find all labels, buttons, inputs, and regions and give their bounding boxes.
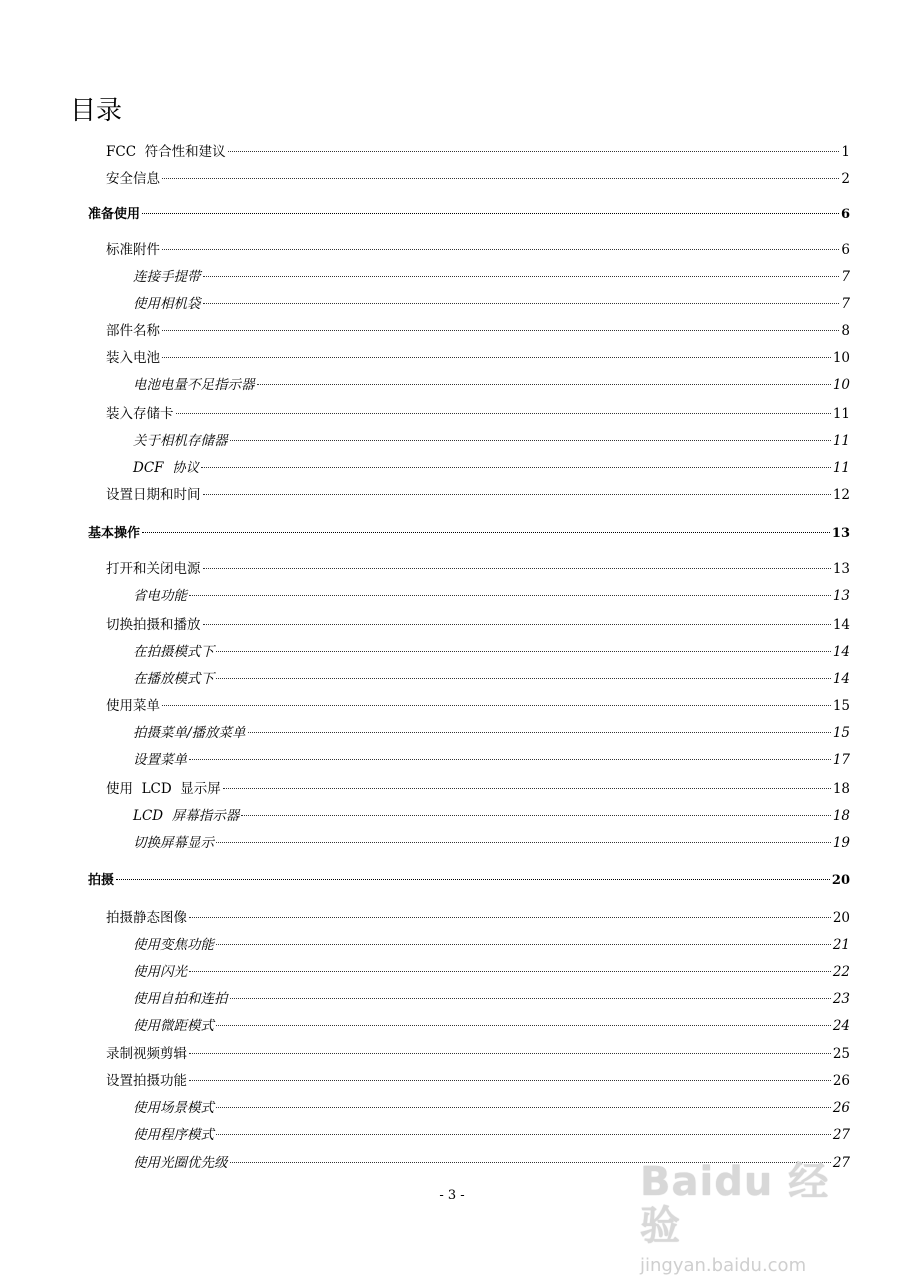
toc-entry-label: 设置菜单	[133, 752, 187, 768]
toc-entry[interactable]	[133, 988, 850, 1010]
toc-entry-page: 20	[832, 910, 850, 926]
toc-entry-label: 关于相机存储器	[133, 433, 228, 449]
toc-entry-page: 13	[831, 526, 850, 541]
toc-entry-page: 11	[832, 406, 850, 422]
toc-entry-label: 录制视频剪辑	[106, 1046, 187, 1062]
toc-entry-label: 设置日期和时间	[106, 487, 201, 503]
toc-dot-leader	[203, 303, 840, 304]
toc-dot-leader	[201, 467, 831, 468]
toc-entry-label: 安全信息	[106, 171, 160, 187]
toc-entry-page: 11	[832, 433, 850, 449]
toc-entry[interactable]	[133, 1124, 850, 1146]
toc-entry[interactable]	[133, 457, 850, 479]
toc-entry-label: 使用程序模式	[133, 1127, 214, 1143]
toc-dot-leader	[189, 1053, 831, 1054]
toc-dot-leader	[162, 330, 839, 331]
toc-entry-label: 打开和关闭电源	[106, 561, 201, 577]
toc-dot-leader	[189, 595, 831, 596]
toc-entry-label: 部件名称	[106, 323, 160, 339]
toc-dot-leader	[162, 357, 831, 358]
toc-entry[interactable]	[106, 558, 850, 580]
toc-dot-leader	[162, 178, 839, 179]
toc-entry-page: 14	[832, 644, 850, 660]
watermark-url: jingyan.baidu.com	[640, 1255, 807, 1276]
toc-dot-leader	[230, 998, 831, 999]
toc-entry-label: 装入存储卡	[106, 406, 174, 422]
toc-entry[interactable]	[88, 870, 850, 892]
toc-entry-page: 10	[832, 377, 850, 393]
toc-dot-leader	[241, 815, 831, 816]
toc-entry-label: 拍摄	[88, 873, 115, 888]
toc-dot-leader	[176, 413, 831, 414]
toc-entry-page: 18	[832, 808, 850, 824]
toc-entry[interactable]	[133, 293, 850, 315]
toc-dot-leader	[257, 384, 831, 385]
toc-entry-page: 27	[832, 1127, 850, 1143]
toc-entry[interactable]	[106, 484, 850, 506]
toc-entry-label: 切换拍摄和播放	[106, 617, 201, 633]
toc-dot-leader	[116, 879, 830, 880]
toc-entry-label: LCD 屏幕指示器	[133, 808, 240, 824]
toc-entry-page: 18	[832, 781, 850, 797]
toc-entry-page: 2	[841, 171, 850, 187]
toc-dot-leader	[203, 624, 831, 625]
toc-entry-page: 26	[832, 1073, 850, 1089]
toc-entry[interactable]	[106, 1043, 850, 1065]
toc-entry[interactable]	[133, 722, 850, 744]
toc-entry[interactable]	[133, 832, 850, 854]
toc-entry-page: 8	[841, 323, 850, 339]
baidu-watermark	[640, 1159, 860, 1276]
toc-entry-page: 17	[832, 752, 850, 768]
toc-entry[interactable]	[106, 778, 850, 800]
toc-entry[interactable]	[106, 239, 850, 261]
toc-dot-leader	[203, 568, 831, 569]
toc-entry[interactable]	[106, 695, 850, 717]
toc-dot-leader	[203, 276, 840, 277]
toc-entry-page: 10	[832, 350, 850, 366]
toc-dot-leader	[223, 788, 831, 789]
toc-entry[interactable]	[106, 141, 850, 163]
toc-entry[interactable]	[133, 1097, 850, 1119]
toc-entry-label: 标准附件	[106, 242, 160, 258]
toc-entry-page: 14	[832, 617, 850, 633]
toc-entry-label: 使用菜单	[106, 698, 160, 714]
toc-entry-label: 准备使用	[88, 207, 141, 222]
toc-dot-leader	[228, 151, 840, 152]
watermark-brand: Baidu 经验	[640, 1159, 830, 1249]
toc-entry-page: 23	[832, 991, 850, 1007]
toc-entry-label: 拍摄静态图像	[106, 910, 187, 926]
toc-entry[interactable]	[88, 523, 850, 545]
toc-entry-label: 在播放模式下	[133, 671, 214, 687]
toc-entry-label: 在拍摄模式下	[133, 644, 214, 660]
toc-entry-label: 使用场景模式	[133, 1100, 214, 1116]
toc-entry-page: 22	[832, 964, 850, 980]
toc-entry-page: 24	[832, 1018, 850, 1034]
toc-entry[interactable]	[133, 934, 850, 956]
toc-entry-page: 15	[832, 725, 850, 741]
toc-entry-page: 12	[832, 487, 850, 503]
toc-entry-label: 使用 LCD 显示屏	[106, 781, 221, 797]
toc-entry[interactable]	[133, 430, 850, 452]
toc-entry-label: 使用自拍和连拍	[133, 991, 228, 1007]
toc-entry-page: 14	[832, 671, 850, 687]
toc-dot-leader	[216, 651, 831, 652]
toc-entry[interactable]	[133, 374, 850, 396]
toc-dot-leader	[142, 213, 839, 214]
toc-entry[interactable]	[88, 204, 850, 226]
toc-entry[interactable]	[106, 614, 850, 636]
toc-entry[interactable]	[133, 266, 850, 288]
toc-dot-leader	[216, 842, 831, 843]
toc-entry-page: 27	[832, 1155, 850, 1171]
toc-dot-leader	[189, 759, 831, 760]
toc-entry-label: 基本操作	[88, 526, 141, 541]
toc-entry[interactable]	[133, 961, 850, 983]
toc-entry-page: 19	[832, 835, 850, 851]
toc-entry[interactable]	[133, 585, 850, 607]
toc-entry[interactable]	[106, 907, 850, 929]
toc-entry[interactable]	[133, 668, 850, 690]
toc-entry[interactable]	[133, 641, 850, 663]
toc-entry[interactable]	[133, 749, 850, 771]
toc-entry-page: 11	[832, 460, 850, 476]
page-title: 目录	[70, 96, 123, 126]
toc-entry-label: 切换屏幕显示	[133, 835, 214, 851]
toc-entry-page: 6	[840, 207, 850, 222]
toc-dot-leader	[216, 1107, 831, 1108]
toc-entry-page: 20	[831, 873, 850, 888]
toc-dot-leader	[216, 678, 831, 679]
toc-entry-label: 使用微距模式	[133, 1018, 214, 1034]
toc-entry-label: 装入电池	[106, 350, 160, 366]
toc-entry-label: 设置拍摄功能	[106, 1073, 187, 1089]
toc-entry-label: 使用相机袋	[133, 296, 201, 312]
toc-dot-leader	[248, 732, 831, 733]
toc-dot-leader	[162, 705, 831, 706]
toc-dot-leader	[142, 532, 830, 533]
toc-entry-page: 1	[841, 144, 850, 160]
toc-entry-label: 电池电量不足指示器	[133, 377, 255, 393]
toc-dot-leader	[189, 971, 831, 972]
toc-entry-label: 使用变焦功能	[133, 937, 214, 953]
toc-entry-page: 26	[832, 1100, 850, 1116]
toc-entry-page: 7	[841, 296, 850, 312]
toc-dot-leader	[216, 944, 831, 945]
toc-entry[interactable]	[106, 168, 850, 190]
toc-entry-page: 15	[832, 698, 850, 714]
toc-entry[interactable]	[106, 320, 850, 342]
toc-entry-label: 使用闪光	[133, 964, 187, 980]
toc-entry-page: 13	[832, 588, 850, 604]
toc-entry-label: DCF 协议	[133, 460, 200, 476]
toc-entry-label: FCC 符合性和建议	[106, 144, 226, 160]
toc-entry-page: 25	[832, 1046, 850, 1062]
toc-entry[interactable]	[106, 347, 850, 369]
toc-entry[interactable]	[133, 805, 850, 827]
toc-dot-leader	[189, 1080, 831, 1081]
toc-entry-page: 7	[841, 269, 850, 285]
toc-entry-label: 省电功能	[133, 588, 187, 604]
toc-entry-label: 拍摄菜单/播放菜单	[133, 725, 246, 741]
toc-dot-leader	[216, 1025, 831, 1026]
toc-entry[interactable]	[133, 1015, 850, 1037]
toc-dot-leader	[203, 494, 831, 495]
toc-entry-label: 连接手提带	[133, 269, 201, 285]
toc-dot-leader	[189, 917, 831, 918]
toc-entry-label: 使用光圈优先级	[133, 1155, 228, 1171]
toc-entry-page: 6	[841, 242, 850, 258]
toc-dot-leader	[230, 440, 831, 441]
toc-entry-page: 21	[832, 937, 850, 953]
toc-dot-leader	[162, 249, 839, 250]
toc-entry[interactable]	[106, 1070, 850, 1092]
toc-entry[interactable]	[106, 403, 850, 425]
page-number: - 3 -	[439, 1188, 465, 1203]
toc-dot-leader	[216, 1134, 831, 1135]
toc-entry-page: 13	[832, 561, 850, 577]
